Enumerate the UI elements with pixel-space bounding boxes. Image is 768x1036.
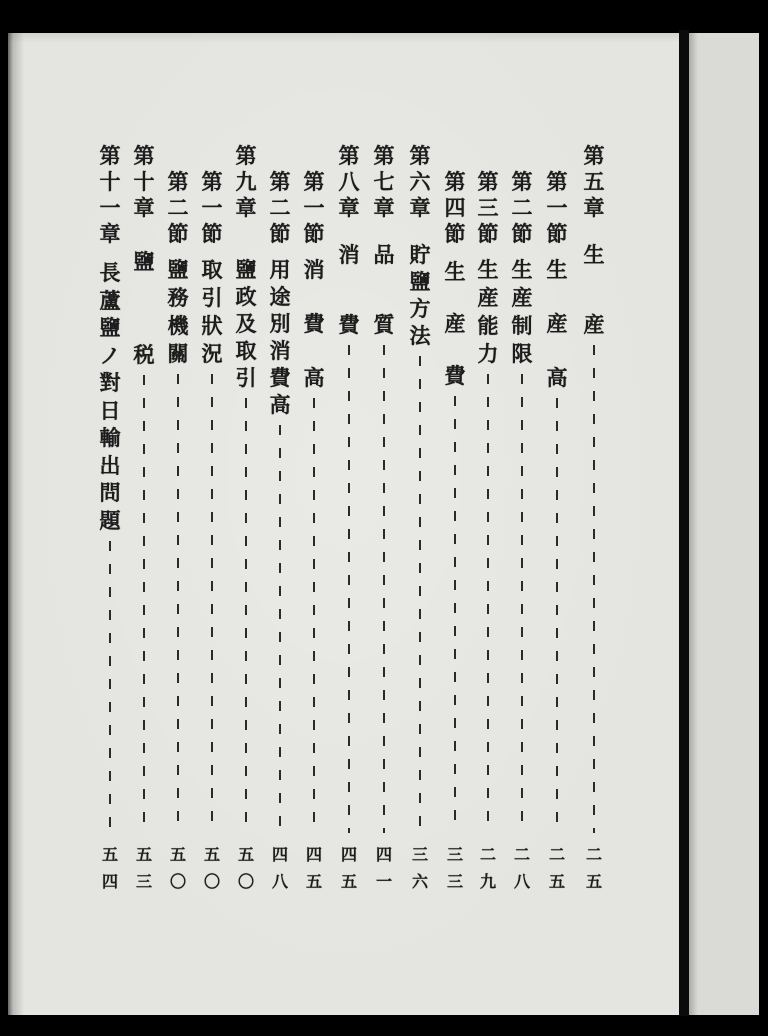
section-number: 第 一 節 [546,169,568,246]
page-number: 四 五 [305,845,322,891]
section-title: 用 途 別 消 費 高 [269,257,291,417]
toc-entry-section-8-2 [265,169,295,895]
toc-entry-section-9-2 [163,169,193,895]
section-number: 第 三 節 [477,169,499,246]
section-number: 第 一 節 [201,169,223,246]
dot-leader [521,374,523,833]
chapter-title: 生 産 [583,242,605,337]
dot-leader [487,374,489,833]
page-number: 五 三 [135,845,152,891]
dot-leader [348,345,350,833]
chapter-number: 第 九 章 [235,143,257,220]
section-title: 生 産 制 限 [511,257,533,366]
page-number: 五 四 [101,845,118,891]
dot-leader [211,374,213,833]
chapter-title: 消 費 [338,242,360,337]
section-number: 第 四 節 [444,169,466,246]
dot-leader [419,356,421,833]
dot-leader [313,398,315,833]
section-title: 生 産 高 [546,257,568,390]
page-number: 二 九 [479,845,496,891]
page-number: 五 〇 [203,845,220,891]
page-number: 五 〇 [169,845,186,891]
toc-entry-chapter-9 [231,143,261,895]
toc-entry-section-8-1 [299,169,329,895]
page-number: 二 五 [548,845,565,891]
page-number: 三 六 [411,845,428,891]
dot-leader [383,345,385,833]
section-title: 鹽 務 機 關 [167,257,189,366]
toc-entry-section-5-3 [473,169,503,895]
toc-entry-chapter-5 [579,143,609,895]
section-number: 第 二 節 [167,169,189,246]
chapter-title: 品 質 [373,242,395,337]
toc-entry-section-5-1 [542,169,572,895]
chapter-number: 第 五 章 [583,143,605,220]
toc-entry-section-5-2 [507,169,537,895]
chapter-number: 第 六 章 [409,143,431,220]
section-number: 第 二 節 [269,169,291,246]
dot-leader [109,541,111,834]
toc-entry-section-9-1 [197,169,227,895]
section-title: 消 費 高 [303,257,325,390]
page-number: 三 三 [446,845,463,891]
section-title: 取 引 狀 況 [201,257,223,366]
dot-leader [177,374,179,833]
chapter-number: 第 八 章 [338,143,360,220]
section-title: 生 産 能 力 [477,257,499,366]
dot-leader [143,375,145,833]
section-number: 第 二 節 [511,169,533,246]
chapter-title: 長 蘆 鹽 ノ 對 日 輸 出 問 題 [99,260,121,533]
toc-entry-chapter-7 [369,143,399,895]
toc-entry-chapter-6 [405,143,435,895]
dot-leader [245,398,247,833]
page-number: 五 〇 [237,845,254,891]
page-number: 四 八 [271,845,288,891]
chapter-number: 第 十 章 [133,143,155,220]
page-number: 四 五 [340,845,357,891]
dot-leader [556,398,558,833]
page-number: 二 八 [513,845,530,891]
chapter-title: 貯 鹽 方 法 [409,242,431,348]
toc-entry-section-5-4 [440,169,470,895]
dot-leader [593,345,595,833]
section-number: 第 一 節 [303,169,325,246]
toc-entry-chapter-10 [129,143,159,895]
toc-entry-chapter-11 [95,143,125,895]
page-number: 四 一 [375,845,392,891]
chapter-title: 鹽 税 [133,249,155,367]
page-number: 二 五 [585,845,602,891]
section-title: 生 産 費 [444,259,466,388]
chapter-number: 第 七 章 [373,143,395,220]
toc-entry-chapter-8 [334,143,364,895]
chapter-title: 鹽 政 及 取 引 [235,257,257,390]
chapter-number: 第 十 一 章 [99,143,121,246]
dot-leader [279,425,281,833]
dot-leader [454,396,456,833]
